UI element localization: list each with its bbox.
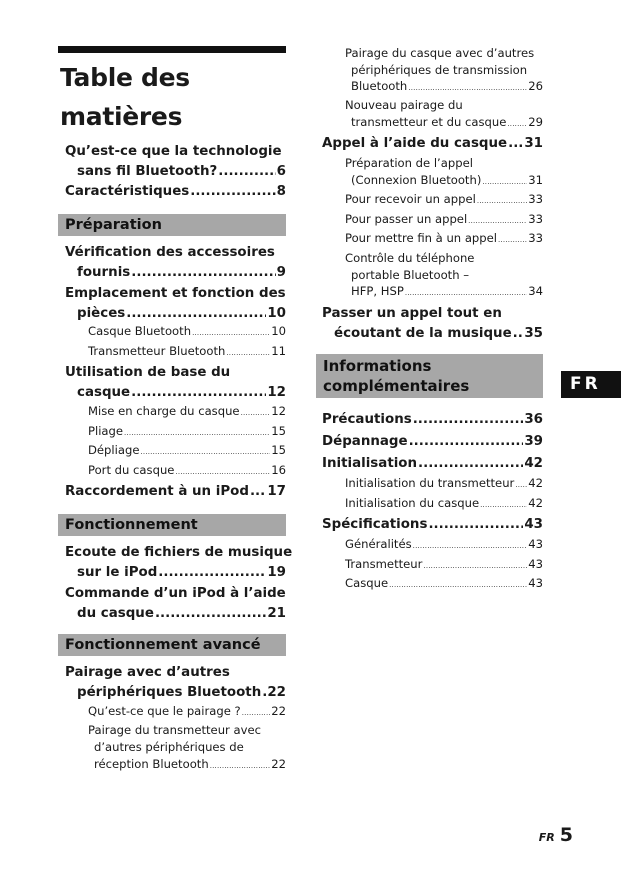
page-number: 16 xyxy=(271,463,286,477)
page-number: 43 xyxy=(528,537,543,551)
toc-subentry[interactable]: Casque ..... 43 xyxy=(316,575,543,594)
page-title: Table des matières xyxy=(60,63,190,131)
page-number: 12 xyxy=(267,384,286,400)
toc-subentry[interactable]: Mise en charge du casque ..... 12 xyxy=(58,403,286,422)
toc-entry[interactable]: Passer un appel tout en écoutant de la musique ..... 35 xyxy=(316,304,543,343)
toc-subentry[interactable]: Préparation de l’appel (Connexion Bluetooth) ..... 31 xyxy=(316,155,543,190)
toc-entry[interactable]: Pairage avec d’autres périphériques Bluetooth ..... 22 xyxy=(58,663,286,702)
page-number: 19 xyxy=(267,564,286,580)
page-number: 11 xyxy=(271,344,286,358)
toc-entry[interactable]: Caractéristiques ..... 8 xyxy=(58,182,286,202)
toc-subentry[interactable]: Pairage du transmetteur avec d’autres périphériques de réception Bluetooth ..... 22 xyxy=(58,722,286,775)
page-footer xyxy=(539,824,573,846)
page-number: 22 xyxy=(267,684,286,700)
toc-entry[interactable]: Qu’est-ce que la technologie sans fil Bluetooth? ..... 6 xyxy=(58,142,286,181)
toc-subentry[interactable]: Nouveau pairage du transmetteur et du casque ..... 29 xyxy=(316,97,543,132)
toc-subentry[interactable]: Transmetteur Bluetooth ..... 11 xyxy=(58,343,286,362)
footer-language: FR xyxy=(538,831,555,844)
page-number: 33 xyxy=(528,212,543,226)
page-number: 42 xyxy=(528,496,543,510)
section-header: Préparation xyxy=(58,214,286,236)
toc-subentry[interactable]: Dépliage ..... 15 xyxy=(58,442,286,461)
page-number: 15 xyxy=(271,424,286,438)
page-number: 9 xyxy=(276,264,286,280)
toc-entry[interactable]: Appel à l’aide du casque ..... 31 xyxy=(316,134,543,154)
page-number: 26 xyxy=(528,79,543,93)
page-number: 42 xyxy=(524,456,543,471)
page-number: 39 xyxy=(524,434,543,449)
page-number-footer: 5 xyxy=(559,824,573,846)
page-number: 35 xyxy=(524,325,543,341)
page-number: 43 xyxy=(528,576,543,590)
toc-subentry[interactable]: Transmetteur ..... 43 xyxy=(316,556,543,575)
toc-subentry[interactable]: Initialisation du casque ..... 42 xyxy=(316,495,543,514)
page-number: 17 xyxy=(267,484,286,499)
page-number: 33 xyxy=(528,192,543,206)
toc-subentry[interactable]: Qu’est-ce que le pairage ? ..... 22 xyxy=(58,703,286,722)
section-header: Informations complémentaires xyxy=(316,354,543,398)
toc-subentry[interactable]: Pour mettre fin à un appel ..... 33 xyxy=(316,230,543,249)
toc-entry[interactable]: Vérification des accessoires fournis ..... 9 xyxy=(58,243,286,282)
toc-subentry[interactable]: Pour passer un appel ..... 33 xyxy=(316,211,543,230)
page-number: 22 xyxy=(271,704,286,718)
page-number: 8 xyxy=(276,184,286,199)
section-header: Fonctionnement xyxy=(58,514,286,536)
page-number: 42 xyxy=(528,476,543,490)
page-number: 36 xyxy=(524,412,543,427)
toc-subentry[interactable]: Généralités ..... 43 xyxy=(316,536,543,555)
section-header: Fonctionnement avancé xyxy=(58,634,286,656)
toc-subentry[interactable]: Port du casque ..... 16 xyxy=(58,462,286,481)
language-tab: FR xyxy=(561,371,621,398)
page-number: 21 xyxy=(267,605,286,621)
toc-subentry[interactable]: Initialisation du transmetteur ..... 42 xyxy=(316,475,543,494)
page-number: 29 xyxy=(528,114,543,129)
toc-entry[interactable]: Emplacement et fonction des pièces ..... 10 xyxy=(58,284,286,323)
page-number: 10 xyxy=(271,324,286,338)
page-number: 15 xyxy=(271,443,286,457)
toc-subentry[interactable]: Casque Bluetooth ..... 10 xyxy=(58,323,286,342)
toc-subentry[interactable]: Pairage du casque avec d’autres périphériques de transmission Bluetooth ..... 26 xyxy=(316,45,543,97)
toc-entry[interactable]: Spécifications ..... 43 xyxy=(316,515,543,535)
toc-entry[interactable]: Initialisation ..... 42 xyxy=(316,454,543,474)
toc-entry[interactable]: Raccordement à un iPod ..... 17 xyxy=(58,482,286,502)
page-number: 12 xyxy=(271,404,286,418)
page-number: 31 xyxy=(524,136,543,151)
toc-right-column xyxy=(316,0,543,875)
toc-subentry[interactable]: Pliage ..... 15 xyxy=(58,423,286,442)
page-number: 6 xyxy=(276,163,286,179)
page-number: 34 xyxy=(528,284,543,298)
toc-entry[interactable]: Utilisation de base du casque ..... 12 xyxy=(58,363,286,402)
page-number: 31 xyxy=(528,172,543,187)
page-number: 10 xyxy=(267,305,286,321)
toc-entry[interactable]: Dépannage ..... 39 xyxy=(316,432,543,452)
toc-subentry[interactable]: Contrôle du téléphone portable Bluetooth – HFP, HSP ..... 34 xyxy=(316,250,543,302)
toc-subentry[interactable]: Pour recevoir un appel ..... 33 xyxy=(316,191,543,210)
page-number: 33 xyxy=(528,231,543,245)
toc-entry[interactable]: Précautions ..... 36 xyxy=(316,410,543,430)
toc-entry[interactable]: Commande d’un iPod à l’aide du casque ..... 21 xyxy=(58,584,286,623)
toc-entry[interactable]: Ecoute de fichiers de musique sur le iPod ..... 19 xyxy=(58,543,286,582)
toc-left-column xyxy=(58,0,293,875)
page-number: 43 xyxy=(524,517,543,532)
page-number: 43 xyxy=(528,557,543,571)
page-number: 22 xyxy=(271,757,286,771)
